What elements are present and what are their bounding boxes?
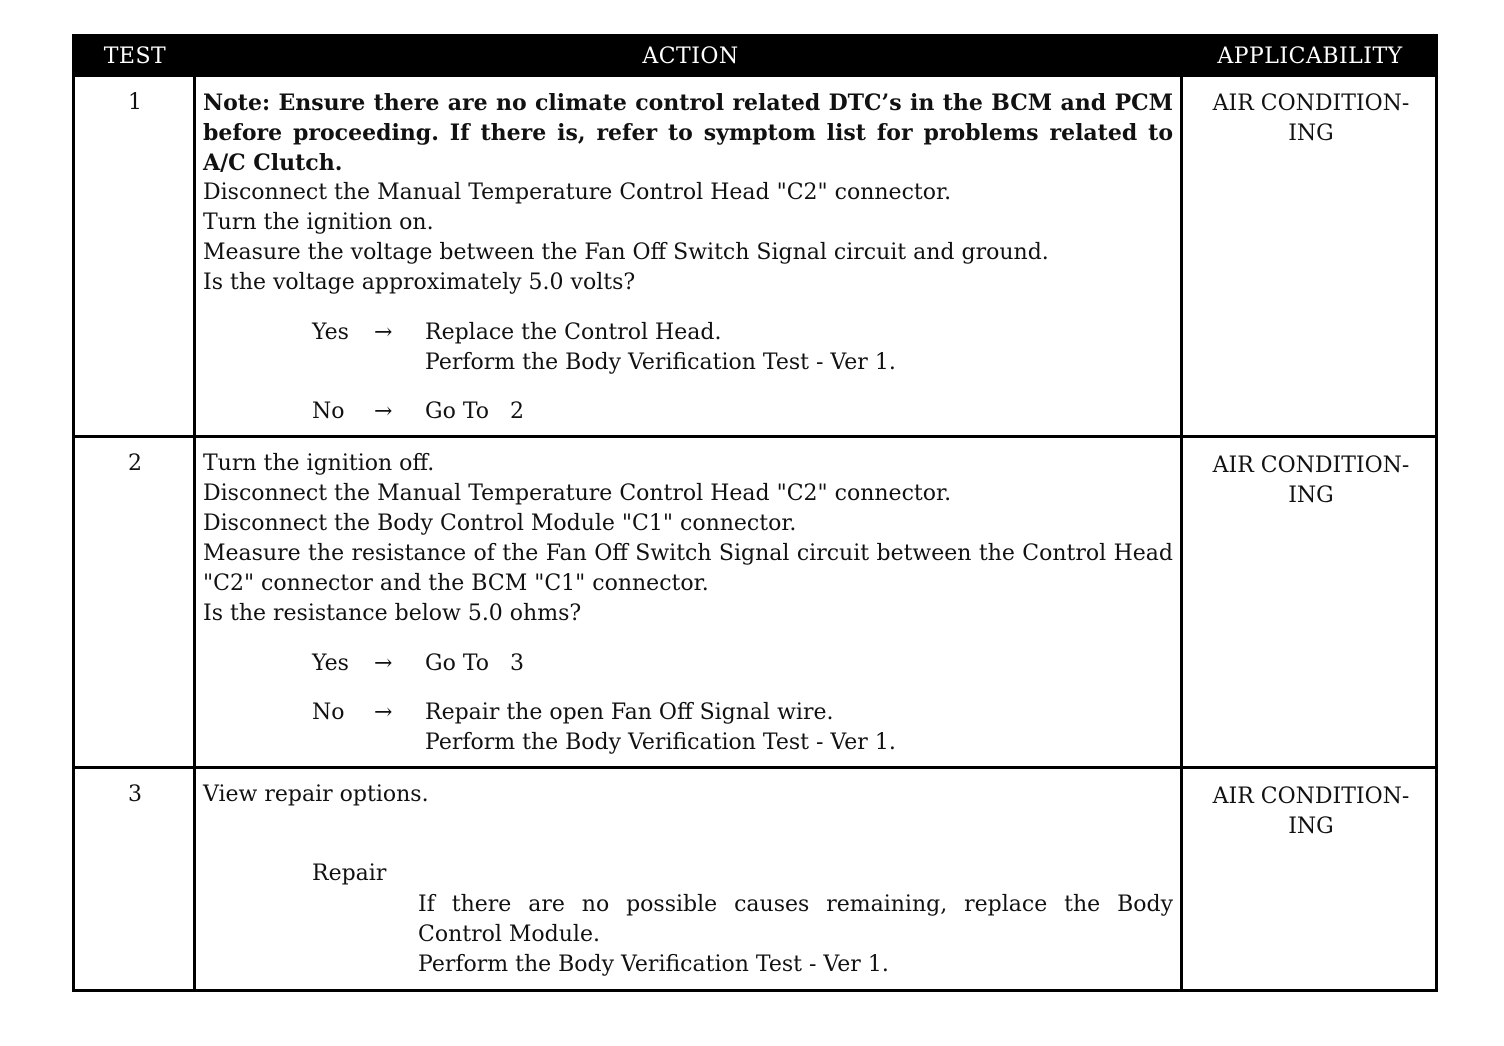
step-text: Disconnect the Manual Temperature Control Head "C2" connector.: [203, 180, 952, 205]
no-label: No: [312, 399, 345, 424]
arrow-icon: →: [374, 320, 393, 345]
test-2-action: [203, 449, 1173, 629]
arrow-icon: →: [374, 700, 393, 725]
yes-label: Yes: [312, 320, 349, 345]
repair-perform-text: Perform the Body Verification Test - Ver 1.: [418, 952, 889, 977]
step-text: Disconnect the Manual Temperature Control Head "C2" connector.: [203, 481, 952, 506]
response-text: Perform the Body Verification Test - Ver 1.: [425, 350, 896, 375]
question-text: Is the resistance below 5.0 ohms?: [203, 601, 582, 626]
step-text: Measure the resistance of the Fan Off Switch Signal circuit between the Control Head "C2" connector and the BCM "C1" connector.: [203, 541, 1173, 596]
yes-label: Yes: [312, 651, 349, 676]
header-test: TEST: [103, 44, 167, 69]
no-response: [312, 397, 1012, 427]
test-3-action: [203, 780, 1173, 810]
no-label: No: [312, 700, 345, 725]
response-text: Go To 3: [425, 651, 524, 676]
applicability-cell: [1185, 782, 1437, 842]
repair-text: If there are no possible causes remaining, replace the Body Control Module.: [418, 892, 1173, 947]
row-divider: [75, 766, 1435, 769]
column-divider: [193, 77, 196, 989]
question-text: Is the voltage approximately 5.0 volts?: [203, 270, 636, 295]
header-action: ACTION: [642, 44, 739, 69]
response-text: Replace the Control Head.: [425, 320, 722, 345]
test-1-action: [203, 88, 1173, 298]
step-text: Turn the ignition off.: [203, 451, 435, 476]
applicability-cell: [1185, 89, 1437, 149]
test-number: 1: [128, 90, 142, 115]
step-text: Disconnect the Body Control Module "C1" connector.: [203, 511, 797, 536]
applicability-text: ING: [1288, 814, 1334, 839]
test-number: 3: [128, 782, 142, 807]
response-text: Repair the open Fan Off Signal wire.: [425, 700, 834, 725]
repair-label: Repair: [312, 861, 387, 886]
test-number: 2: [128, 451, 142, 476]
table-header: [75, 37, 1435, 77]
yes-response: [312, 649, 1012, 679]
step-text: Measure the voltage between the Fan Off Switch Signal circuit and ground.: [203, 240, 1049, 265]
no-response: [312, 698, 1012, 758]
applicability-text: AIR CONDITION-: [1212, 453, 1410, 478]
diagnostic-table: [72, 34, 1438, 992]
applicability-cell: [1185, 451, 1437, 511]
header-applicability: APPLICABILITY: [1217, 44, 1403, 69]
response-text: Go To 2: [425, 399, 524, 424]
step-text: View repair options.: [203, 782, 429, 807]
applicability-text: AIR CONDITION-: [1212, 91, 1410, 116]
step-text: Turn the ignition on.: [203, 210, 434, 235]
applicability-text: AIR CONDITION-: [1212, 784, 1410, 809]
response-text: Perform the Body Verification Test - Ver 1.: [425, 730, 896, 755]
arrow-icon: →: [374, 399, 393, 424]
column-divider: [1180, 77, 1183, 989]
row-divider: [75, 435, 1435, 438]
applicability-text: ING: [1288, 483, 1334, 508]
yes-response: [312, 318, 1012, 378]
applicability-text: ING: [1288, 121, 1334, 146]
arrow-icon: →: [374, 651, 393, 676]
note-text: Note: Ensure there are no climate control related DTC’s in the BCM and PCM before proceeding. If there is, refer to symptom list for problems related to A/C Clutch.: [203, 90, 1173, 176]
repair-options: [418, 890, 1173, 980]
